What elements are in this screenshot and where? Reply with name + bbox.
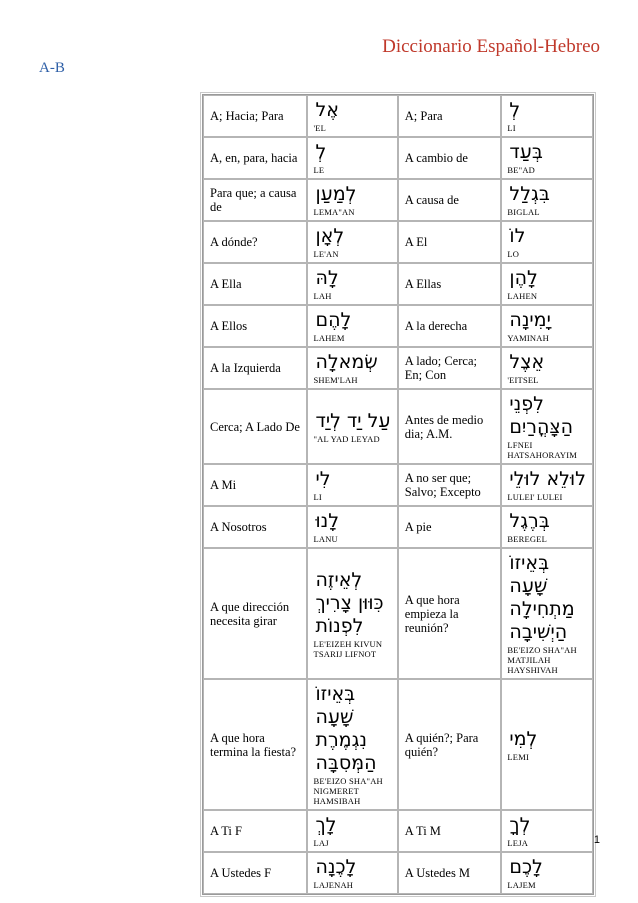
hebrew-cell	[307, 852, 397, 894]
hebrew-term: לְ	[315, 141, 327, 163]
spanish-term: A que hora termina la fiesta?	[203, 679, 307, 810]
hebrew-cell	[501, 305, 593, 347]
spanish-term: A no ser que; Salvo; Excepto	[398, 464, 502, 506]
hebrew-term: אֶל	[315, 99, 339, 121]
spanish-term: A Ellos	[203, 305, 307, 347]
spanish-term: Para que; a causa de	[203, 179, 307, 221]
spanish-term: A causa de	[398, 179, 502, 221]
transliteration: LFNEI HATSAHORAYIM	[507, 440, 578, 460]
transliteration: BEREGEL	[507, 534, 548, 544]
transliteration: 'EL	[313, 123, 326, 133]
hebrew-cell	[501, 95, 593, 137]
spanish-term: A que dirección necesita girar	[203, 548, 307, 679]
spanish-term: A Ustedes M	[398, 852, 502, 894]
table-row	[203, 95, 593, 137]
transliteration: LAHEN	[507, 291, 538, 301]
hebrew-term: לְ	[509, 99, 521, 121]
hebrew-cell	[501, 221, 593, 263]
hebrew-cell	[307, 305, 397, 347]
spanish-term: A El	[398, 221, 502, 263]
transliteration: LAH	[313, 291, 332, 301]
hebrew-term: לִפְנֵי הַצָּהֳרַיִם	[509, 393, 574, 438]
hebrew-cell	[501, 464, 593, 506]
hebrew-cell	[307, 179, 397, 221]
hebrew-cell	[501, 347, 593, 389]
hebrew-cell	[501, 179, 593, 221]
hebrew-cell	[307, 221, 397, 263]
table-row	[203, 263, 593, 305]
transliteration: 'EITSEL	[507, 375, 539, 385]
spanish-term: A Nosotros	[203, 506, 307, 548]
table-row	[203, 548, 593, 679]
transliteration: LE'AN	[313, 249, 339, 259]
transliteration: LI	[313, 492, 322, 502]
hebrew-term: בְּאֵיזוֹ שָׁעָה מַתְחִילָה הַיְשִׁיבָה	[509, 552, 575, 643]
spanish-term: A cambio de	[398, 137, 502, 179]
hebrew-term: לָכֶם	[509, 856, 543, 878]
hebrew-term: אֵצֶל	[509, 351, 545, 373]
hebrew-term: לָנוּ	[315, 510, 340, 532]
spanish-term: A Ustedes F	[203, 852, 307, 894]
dictionary-table	[202, 94, 594, 895]
hebrew-term: לוֹ	[509, 225, 526, 247]
hebrew-cell	[307, 548, 397, 679]
spanish-term: A que hora empieza la reunión?	[398, 548, 502, 679]
table-row	[203, 464, 593, 506]
hebrew-cell	[501, 548, 593, 679]
table-row	[203, 810, 593, 852]
spanish-term: A Ti F	[203, 810, 307, 852]
spanish-term: A pie	[398, 506, 502, 548]
spanish-term: A, en, para, hacia	[203, 137, 307, 179]
document-title: Diccionario Español-Hebreo	[382, 36, 600, 57]
spanish-term: A Ti M	[398, 810, 502, 852]
transliteration: LEMI	[507, 751, 529, 762]
table-row	[203, 179, 593, 221]
transliteration: BE'EIZO SHA"AH NIGMERET HAMSIBAH	[313, 776, 383, 806]
spanish-term: A; Para	[398, 95, 502, 137]
section-label: A-B	[39, 60, 65, 76]
transliteration: LO	[507, 249, 520, 259]
hebrew-term: לְךָ	[509, 814, 531, 836]
hebrew-cell	[307, 810, 397, 852]
page-number: 1	[593, 834, 600, 846]
hebrew-term: לָהּ	[315, 267, 339, 289]
transliteration: LAJEM	[507, 880, 536, 890]
hebrew-term: בְּעַד	[509, 141, 543, 163]
table-row	[203, 347, 593, 389]
hebrew-cell	[501, 679, 593, 810]
hebrew-term: לָךְ	[315, 814, 337, 836]
hebrew-term: לָהֶם	[315, 309, 352, 331]
hebrew-term: בְּרֶגֶל	[509, 510, 550, 532]
transliteration: YAMINAH	[507, 333, 549, 343]
transliteration: "AL YAD LEYAD	[313, 433, 380, 444]
transliteration: LE'EIZEH KIVUN TSARIJ LIFNOT	[313, 638, 383, 659]
spanish-term: A; Hacia; Para	[203, 95, 307, 137]
hebrew-cell	[501, 137, 593, 179]
spanish-term: A Ellas	[398, 263, 502, 305]
transliteration: LANU	[313, 534, 338, 544]
hebrew-term: לוּלֵא לוּלֵי	[509, 468, 586, 490]
table-row	[203, 221, 593, 263]
transliteration: LEMA"AN	[313, 207, 355, 217]
hebrew-term: לְאֵיזֶה כִּוּוּן צָרִיךְ לִפְנוֹת	[315, 568, 384, 637]
table-row	[203, 305, 593, 347]
hebrew-term: עַל יַד לְיַד	[315, 409, 391, 432]
hebrew-term: לָכֶנָה	[315, 856, 357, 878]
transliteration: BE'EIZO SHA"AH MATJILAH HAYSHIVAH	[507, 645, 577, 675]
hebrew-term: בִּגְלַל	[509, 183, 550, 205]
spanish-term: A la derecha	[398, 305, 502, 347]
table-row	[203, 679, 593, 810]
hebrew-cell	[307, 137, 397, 179]
hebrew-term: יָמִינָה	[509, 309, 551, 331]
hebrew-cell	[307, 506, 397, 548]
spanish-term: A lado; Cerca; En; Con	[398, 347, 502, 389]
hebrew-cell	[307, 679, 397, 810]
table-row	[203, 389, 593, 464]
hebrew-term: לְאָן	[315, 225, 345, 247]
transliteration: LAJ	[313, 838, 329, 848]
hebrew-cell	[307, 347, 397, 389]
hebrew-cell	[501, 263, 593, 305]
transliteration: SHEM'LAH	[313, 375, 358, 385]
transliteration: LEJA	[507, 838, 529, 848]
spanish-term: Cerca; A Lado De	[203, 389, 307, 464]
table-row	[203, 506, 593, 548]
spanish-term: A quién?; Para quién?	[398, 679, 502, 810]
transliteration: LI	[507, 123, 516, 133]
transliteration: BE"AD	[507, 165, 536, 175]
hebrew-cell	[501, 852, 593, 894]
hebrew-term: לָהֶן	[509, 267, 538, 289]
hebrew-term: לְמִי	[509, 727, 538, 750]
spanish-term: A Ella	[203, 263, 307, 305]
hebrew-term: שְׂמאלָה	[315, 351, 378, 373]
hebrew-term: לְמַעַן	[315, 183, 357, 205]
table-row	[203, 137, 593, 179]
spanish-term: Antes de medio dia; A.M.	[398, 389, 502, 464]
transliteration: LAJENAH	[313, 880, 354, 890]
hebrew-cell	[307, 95, 397, 137]
hebrew-term: בְּאֵיזוֹ שָׁעָה נִגְמֶרֶת הַמְּסִבָּה	[315, 683, 377, 774]
spanish-term: A Mi	[203, 464, 307, 506]
transliteration: BIGLAL	[507, 207, 540, 217]
hebrew-cell	[501, 810, 593, 852]
spanish-term: A dónde?	[203, 221, 307, 263]
transliteration: LULEI' LULEI	[507, 492, 563, 502]
transliteration: LE	[313, 165, 325, 175]
table-row	[203, 852, 593, 894]
hebrew-cell	[307, 263, 397, 305]
hebrew-cell	[501, 389, 593, 464]
transliteration: LAHEM	[313, 333, 345, 343]
spanish-term: A la Izquierda	[203, 347, 307, 389]
hebrew-cell	[307, 464, 397, 506]
hebrew-cell	[307, 389, 397, 464]
hebrew-term: לִי	[315, 468, 331, 490]
hebrew-cell	[501, 506, 593, 548]
